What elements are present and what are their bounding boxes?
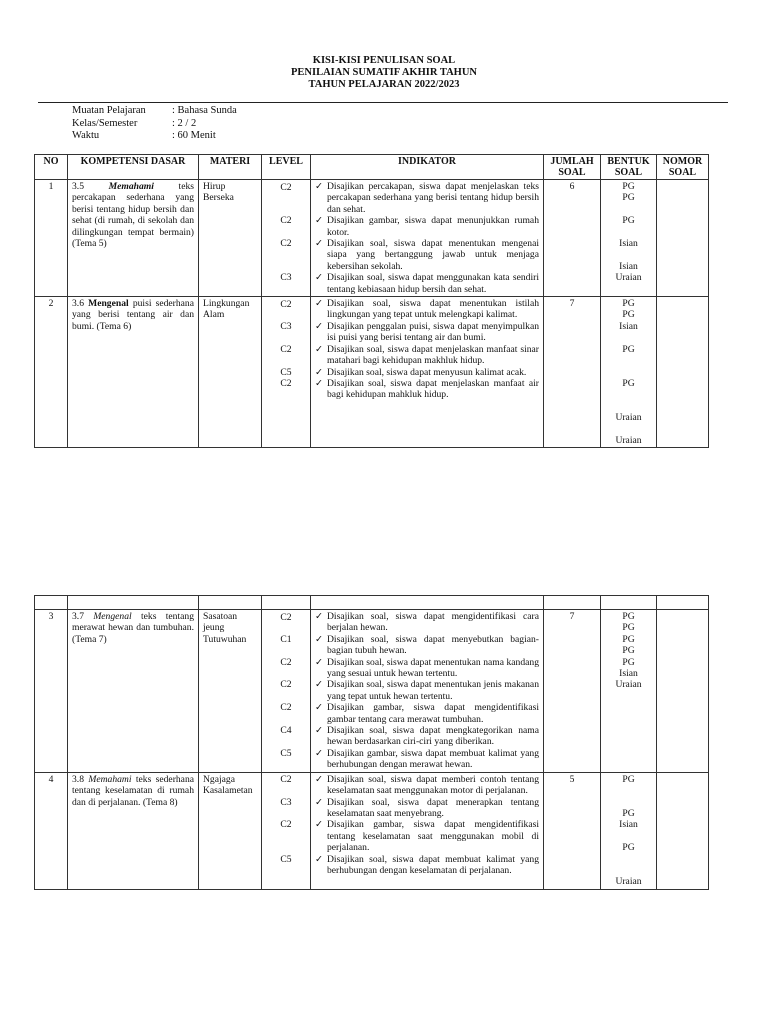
kisi-table-part1 [34, 154, 709, 448]
indicator-text: Disajikan soal, siswa dapat menyusun kalimat acak. [327, 366, 527, 378]
bentuk-value: PG [622, 633, 635, 645]
doc-title-line3: TAHUN PELAJARAN 2022/2023 [308, 79, 460, 90]
indicator-text: Disajikan soal, siswa dapat menentukan jenis makanan yang tepat untuk hewan tertentu. [327, 679, 539, 702]
row-levels [262, 180, 311, 297]
col-header-level: LEVEL [262, 155, 311, 180]
bentuk-value: Isian [619, 320, 638, 332]
table-row [35, 180, 709, 297]
level-value: C2 [280, 702, 292, 714]
level-value: C2 [280, 215, 292, 227]
level-value: C2 [280, 298, 292, 310]
level-value: C2 [280, 181, 292, 193]
kd-verb: Memahami [88, 773, 132, 785]
meta-info [72, 105, 237, 143]
bentuk-value: PG [622, 309, 635, 321]
bentuk-value: PG [622, 298, 635, 310]
row-indikator [311, 610, 544, 773]
bentuk-value: Isian [619, 819, 638, 831]
row-indikator [311, 772, 544, 889]
check-icon: ✓ [315, 725, 324, 737]
bentuk-value: Isian [619, 260, 638, 272]
row-jumlah-soal: 5 [544, 772, 601, 889]
bentuk-spacer [605, 785, 652, 796]
indicator-item [315, 679, 539, 702]
check-icon: ✓ [315, 796, 324, 808]
indicator-item [315, 611, 539, 634]
indicator-text: Disajikan soal, siswa dapat memberi contoh tentang keselamatan saat menggunakan motor di perjalanan. [327, 773, 539, 797]
check-icon: ✓ [315, 633, 324, 645]
bentuk-value: PG [622, 656, 635, 668]
bentuk-value: Uraian [615, 272, 642, 284]
kd-text: teks percakapan sederhana yang berisi tentang hidup bersih dan sehat (di rumah, di sekolah dan dilingkungan tempat bermain) (Tema 5) [72, 181, 194, 250]
check-icon: ✓ [315, 215, 324, 227]
row-kompetensi-dasar [68, 610, 199, 773]
level-value: C2 [280, 656, 292, 668]
row-levels [262, 610, 311, 773]
bentuk-value: PG [622, 807, 635, 819]
table-row [35, 297, 709, 448]
level-value: C2 [280, 819, 292, 831]
bentuk-value: Uraian [615, 876, 642, 888]
level-value: C1 [280, 633, 292, 645]
kisi-table-part2 [34, 595, 709, 890]
col-header-jumlah: JUMLAH SOAL [544, 155, 601, 180]
check-icon: ✓ [315, 377, 324, 389]
row-no: 2 [35, 297, 68, 448]
indicator-text: Disajikan soal, siswa dapat menjelaskan manfaat sinar matahari bagi kehidupan makhluk hidup. [327, 343, 539, 367]
row-nomor-soal [657, 180, 709, 297]
level-value: C3 [280, 320, 292, 332]
level-value: C2 [280, 377, 292, 389]
blank-header-row [35, 596, 709, 610]
indicator-text: Disajikan soal, siswa dapat membuat kalimat yang berhubungan dengan keselamatan di perjalanan. [327, 853, 539, 876]
row-nomor-soal [657, 297, 709, 448]
indicator-text: Disajikan soal, siswa dapat menjelaskan manfaat air bagi kehidupan mahkluk hidup. [327, 377, 539, 401]
bentuk-value: Uraian [615, 679, 642, 691]
check-icon: ✓ [315, 366, 324, 378]
kd-text: puisi sederhana yang berisi tentang air dan bumi. (Tema 6) [72, 298, 194, 332]
indicator-item [315, 797, 539, 820]
indicator-item [315, 702, 539, 725]
indicator-item [315, 774, 539, 797]
check-icon: ✓ [315, 853, 324, 865]
bentuk-value: PG [622, 215, 635, 227]
row-no: 1 [35, 180, 68, 297]
level-value: C2 [280, 343, 292, 355]
col-header-indikator: INDIKATOR [311, 155, 544, 180]
doc-title-line2: PENILAIAN SUMATIF AKHIR TAHUN [290, 67, 477, 78]
indicator-text: Disajikan soal, siswa dapat mengkategorikan nama hewan berdasarkan ciri-ciri yang diberikan. [327, 725, 539, 748]
level-value: C3 [280, 796, 292, 808]
row-materi: Hirup Berseka [199, 180, 262, 297]
kd-number: 3.8 [72, 773, 84, 785]
bentuk-value: PG [622, 645, 635, 657]
kd-verb: Mengenal [93, 611, 132, 622]
kd-verb: Memahami [108, 181, 154, 192]
row-materi: Ngajaga Kasalametan [199, 772, 262, 889]
level-value: C5 [280, 366, 292, 378]
row-materi: Sasatoan jeung Tutuwuhan [199, 610, 262, 773]
indicator-text: Disajikan soal, siswa dapat menentukan mengenai siapa yang bertanggung jawab untuk menjaga kebersihan sekolah. [327, 238, 539, 272]
indicator-text: Disajikan gambar, siswa dapat menunjukkan rumah kotor. [327, 215, 539, 238]
table-row [35, 772, 709, 889]
check-icon: ✓ [315, 819, 324, 831]
level-value: C2 [280, 611, 292, 623]
bentuk-value: Isian [619, 238, 638, 249]
check-icon: ✓ [315, 238, 324, 250]
bentuk-spacer [605, 865, 652, 876]
indicator-text: Disajikan soal, siswa dapat menentukan istilah lingkungan yang tepat untuk melengkapi kalimat. [327, 298, 539, 321]
row-bentuk-soal [601, 772, 657, 889]
bentuk-spacer [605, 249, 652, 260]
indicator-item [315, 378, 539, 401]
check-icon: ✓ [315, 702, 324, 714]
row-materi: Lingkungan Alam [199, 297, 262, 448]
bentuk-spacer [605, 332, 652, 343]
indicator-item [315, 819, 539, 853]
col-header-kd: KOMPETENSI DASAR [68, 155, 199, 180]
indicator-item [315, 321, 539, 344]
row-nomor-soal [657, 772, 709, 889]
bentuk-spacer [605, 796, 652, 807]
check-icon: ✓ [315, 298, 324, 310]
bentuk-value: PG [622, 181, 635, 192]
indicator-item [315, 725, 539, 748]
row-kompetensi-dasar [68, 297, 199, 448]
row-nomor-soal [657, 610, 709, 773]
row-kompetensi-dasar [68, 180, 199, 297]
indicator-item [315, 272, 539, 295]
indicator-text: Disajikan soal, siswa dapat menerapkan tentang keselamatan saat menyebrang. [327, 796, 539, 819]
row-jumlah-soal: 6 [544, 180, 601, 297]
bentuk-spacer [605, 831, 652, 842]
row-indikator [311, 297, 544, 448]
row-bentuk-soal [601, 297, 657, 448]
row-bentuk-soal [601, 180, 657, 297]
level-value: C2 [280, 679, 292, 691]
indicator-item [315, 181, 539, 215]
meta-subject: Muatan Pelajaran : Bahasa Sunda [72, 105, 237, 116]
bentuk-spacer [605, 401, 652, 412]
row-bentuk-soal [601, 610, 657, 773]
bentuk-value: Uraian [615, 412, 642, 424]
row-levels [262, 297, 311, 448]
level-value: C2 [280, 238, 292, 250]
indicator-text: Disajikan gambar, siswa dapat mengidentifikasi tentang keselamatan saat menggunakan mobil di perjalanan. [327, 819, 539, 854]
level-value: C5 [280, 853, 292, 865]
indicator-text: Disajikan soal, siswa dapat menyebutkan bagian-bagian tubuh hewan. [327, 633, 539, 657]
header-divider [38, 102, 728, 103]
bentuk-value: PG [622, 611, 635, 622]
row-kompetensi-dasar [68, 772, 199, 889]
indicator-text: Disajikan soal, siswa dapat mengidentifikasi cara berjalan hewan. [327, 611, 539, 634]
indicator-item [315, 634, 539, 657]
row-no: 4 [35, 772, 68, 889]
row-indikator [311, 180, 544, 297]
bentuk-value: PG [622, 773, 635, 785]
level-value: C2 [280, 774, 292, 786]
indicator-text: Disajikan soal, siswa dapat menentukan nama kandang yang sesuai untuk hewan tertentu. [327, 656, 539, 680]
kd-text: teks sederhana tentang keselamatan di rumah dan di perjalanan. (Tema 8) [72, 773, 194, 808]
kd-verb: Mengenal [88, 298, 129, 310]
kd-number: 3.7 [72, 611, 84, 622]
meta-class: Kelas/Semester : 2 / 2 [72, 117, 197, 129]
row-no: 3 [35, 610, 68, 773]
bentuk-value: PG [622, 842, 635, 854]
check-icon: ✓ [315, 272, 324, 284]
check-icon: ✓ [315, 747, 324, 759]
col-header-no: NO [35, 155, 68, 180]
indicator-text: Disajikan gambar, siswa dapat membuat kalimat yang berhubungan dengan merawat hewan. [327, 747, 539, 771]
indicator-item [315, 657, 539, 680]
indicator-item [315, 344, 539, 367]
indicator-item [315, 367, 539, 378]
col-header-bentuk: BENTUK SOAL [601, 155, 657, 180]
bentuk-spacer [605, 853, 652, 864]
check-icon: ✓ [315, 181, 324, 192]
check-icon: ✓ [315, 773, 324, 785]
indicator-text: Disajikan gambar, siswa dapat mengidentifikasi gambar tentang cara merawat tumbuhan. [327, 702, 539, 725]
bentuk-value: PG [622, 622, 635, 634]
col-header-nomor: NOMOR SOAL [657, 155, 709, 180]
bentuk-value: Isian [619, 668, 638, 680]
bentuk-spacer [605, 423, 652, 434]
bentuk-spacer [605, 355, 652, 366]
bentuk-spacer [605, 204, 652, 215]
indicator-item [315, 748, 539, 771]
row-jumlah-soal: 7 [544, 297, 601, 448]
indicator-text: Disajikan percakapan, siswa dapat menjelaskan teks percakapan sederhana yang berisi tentang hidup bersih dan sehat. [327, 181, 539, 215]
col-header-materi: MATERI [199, 155, 262, 180]
bentuk-spacer [605, 227, 652, 238]
bentuk-value: PG [622, 377, 635, 389]
check-icon: ✓ [315, 320, 324, 332]
bentuk-value: Uraian [615, 434, 642, 446]
table-header-row [35, 155, 709, 180]
level-value: C4 [280, 725, 292, 737]
check-icon: ✓ [315, 679, 324, 691]
bentuk-spacer [605, 389, 652, 400]
bentuk-value: PG [622, 192, 635, 204]
level-value: C5 [280, 747, 292, 759]
kd-number: 3.6 [72, 298, 84, 310]
indicator-item [315, 215, 539, 238]
bentuk-spacer [605, 366, 652, 377]
kd-number: 3.5 [72, 181, 84, 192]
meta-time: Waktu : 60 Menit [72, 130, 216, 141]
check-icon: ✓ [315, 611, 324, 622]
level-value: C3 [280, 272, 292, 284]
bentuk-value: PG [622, 343, 635, 355]
check-icon: ✓ [315, 656, 324, 668]
indicator-item [315, 298, 539, 321]
indicator-item [315, 854, 539, 877]
row-levels [262, 772, 311, 889]
table-row [35, 610, 709, 773]
row-jumlah-soal: 7 [544, 610, 601, 773]
check-icon: ✓ [315, 343, 324, 355]
indicator-text: Disajikan soal, siswa dapat menggunakan kata sendiri tentang kebiasaan hidup bersih dan sehat. [327, 272, 539, 295]
kd-text: teks tentang merawat hewan dan tumbuhan. (Tema 7) [72, 611, 194, 645]
indicator-item [315, 238, 539, 272]
doc-title-line1: KISI-KISI PENULISAN SOAL [312, 55, 456, 66]
indicator-text: Disajikan penggalan puisi, siswa dapat menyimpulkan isi puisi yang berisi tentang air dan bumi. [327, 320, 539, 344]
